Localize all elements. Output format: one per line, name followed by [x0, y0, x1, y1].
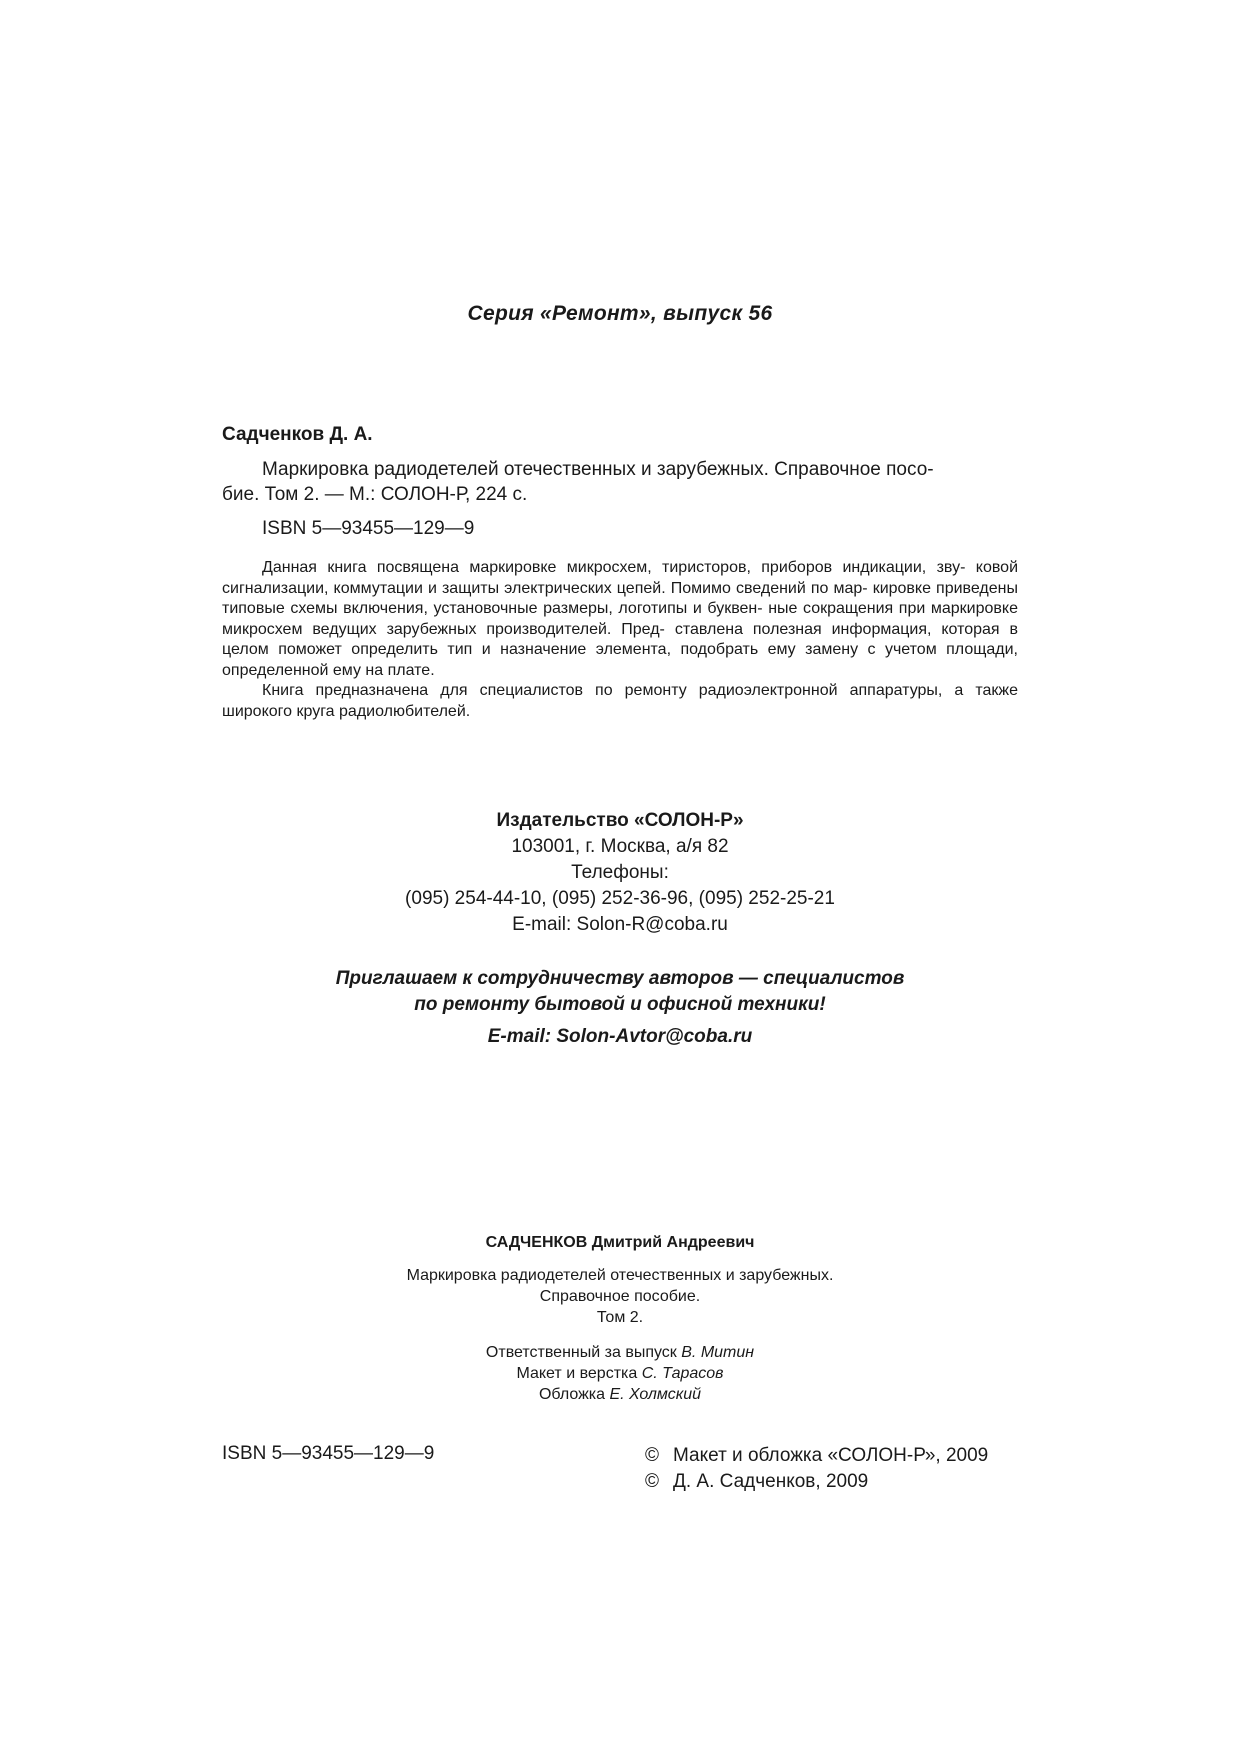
isbn-top: ISBN 5—93455—129—9 [262, 518, 475, 539]
publisher-phones-label: Телефоны: [571, 862, 669, 883]
credit-role: Ответственный за выпуск [485, 1344, 682, 1361]
biblio-line-1: Маркировка радиодетелей отечественных и зарубежных. Справочное посо- [262, 459, 934, 480]
credit-line [320, 1342, 920, 1363]
invite-line-2: по ремонту бытовой и офисной техники! [414, 994, 826, 1015]
bibliographic-entry [222, 457, 1018, 507]
copyright-line-2 [645, 1469, 988, 1495]
copyright-symbol: © [645, 1471, 659, 1492]
annotation-line: кировке приведены типовые схемы включения, установочные размеры, логотипы и буквен- [222, 579, 1018, 617]
credit-person: С. Тарасов [641, 1365, 724, 1382]
author-invitation [250, 966, 990, 1050]
series-title: Серия «Ремонт», выпуск 56 [467, 302, 773, 325]
annotation-line: ковой сигнализации, коммутации и защиты электрических цепей. Помимо сведений по мар- [222, 559, 1019, 597]
publisher-phones: (095) 254-44-10, (095) 252-36-96, (095) 252-25-21 [405, 888, 835, 909]
annotation-paragraph-2 [222, 681, 1018, 722]
annotation [222, 558, 1018, 722]
credit-role: Обложка [538, 1386, 610, 1403]
publisher-block [370, 808, 870, 938]
credit-role: Макет и верстка [516, 1365, 642, 1382]
annotation-line: также широкого круга радиолюбителей. [222, 682, 1018, 720]
copyright-line-1 [645, 1443, 988, 1469]
credits [320, 1342, 920, 1405]
book-title-line-2: Справочное пособие. [539, 1288, 701, 1305]
credit-person: Е. Холмский [609, 1386, 702, 1403]
copyright-symbol: © [645, 1445, 659, 1466]
copyright-text: Макет и обложка «СОЛОН-Р», 2009 [673, 1445, 989, 1466]
invite-line-1: Приглашаем к сотрудничеству авторов — специалистов [335, 968, 905, 989]
publisher-address: 103001, г. Москва, а/я 82 [511, 836, 729, 857]
credit-line [320, 1363, 920, 1384]
author-heading: Садченков Д. А. [222, 424, 373, 445]
annotation-line: элемента, подобрать ему замену с учетом площади, определенной ему на плате. [222, 641, 1018, 679]
copyright-block [645, 1443, 988, 1495]
imprint-block [320, 1232, 920, 1405]
biblio-line-2: бие. Том 2. — М.: СОЛОН-Р, 224 с. [222, 484, 528, 505]
annotation-paragraph-1 [222, 558, 1018, 681]
annotation-line: ставлена полезная информация, которая в целом поможет определить тип и назначение [222, 620, 1019, 658]
credit-line [320, 1384, 920, 1405]
author-full-name: САДЧЕНКОВ Дмитрий Андреевич [485, 1234, 755, 1251]
book-title-line-3: Том 2. [596, 1309, 644, 1326]
isbn-bottom: ISBN 5—93455—129—9 [222, 1443, 435, 1464]
book-title-line-1: Маркировка радиодетелей отечественных и зарубежных. [406, 1267, 834, 1284]
annotation-line: ные сокращения при маркировке микросхем ведущих зарубежных производителей. Пред- [222, 600, 1018, 638]
publisher-email: E-mail: Solon-R@coba.ru [512, 914, 728, 935]
credit-person: В. Митин [681, 1344, 755, 1361]
annotation-line: Данная книга посвящена маркировке микросхем, тиристоров, приборов индикации, зву- [262, 559, 966, 576]
invite-email: E-mail: Solon-Avtor@coba.ru [487, 1026, 753, 1047]
publisher-name: Издательство «СОЛОН-Р» [496, 810, 744, 831]
annotation-line: Книга предназначена для специалистов по ремонту радиоэлектронной аппаратуры, а [262, 682, 964, 699]
copyright-text: Д. А. Садченков, 2009 [673, 1471, 869, 1492]
